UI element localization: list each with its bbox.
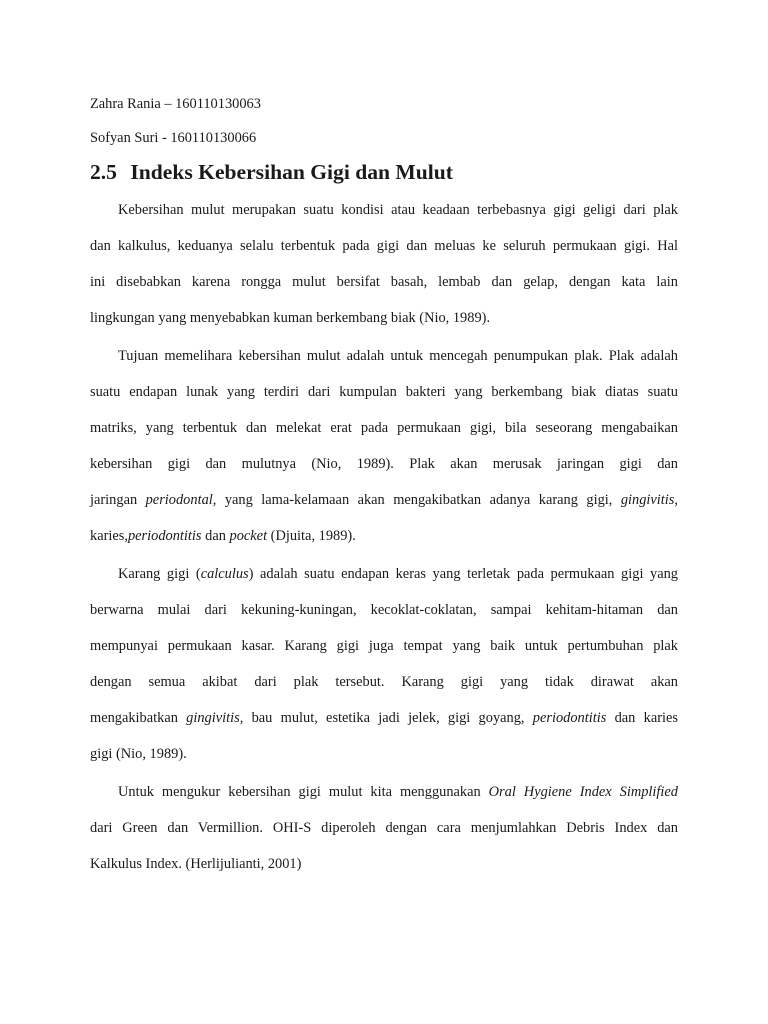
text-line	[90, 446, 678, 482]
text-run: matriks, yang terbentuk dan melekat erat pada permukaan gigi, bila seseorang mengabaikan	[90, 420, 678, 436]
italic-term: periodontitis	[127, 528, 202, 544]
text-run: suatu endapan lunak yang terdiri dari kumpulan bakteri yang berkembang biak diatas suatu	[90, 384, 678, 400]
text-run: lingkungan yang menyebabkan kuman berkembang biak (Nio, 1989).	[90, 310, 491, 326]
italic-term: gingivitis,	[186, 710, 244, 726]
text-run: Kebersihan mulut merupakan suatu kondisi atau keadaan terbebasnya gigi geligi dari plak	[118, 202, 678, 218]
italic-term: calculus	[200, 566, 249, 582]
text-line	[90, 518, 678, 554]
text-run: , yang lama-kelamaan akan mengakibatkan adanya karang gigi,	[212, 492, 621, 508]
text-line	[90, 556, 678, 592]
italic-term: periodontal	[145, 492, 213, 508]
section-heading	[90, 162, 678, 182]
text-line	[90, 300, 678, 336]
text-run: dan	[201, 528, 230, 544]
text-line	[90, 482, 678, 518]
text-line	[90, 846, 678, 882]
text-run: dan kalkulus, keduanya selalu terbentuk pada gigi dan meluas ke seluruh permukaan gigi. Hal	[90, 238, 678, 254]
italic-term: gingivitis	[620, 492, 675, 508]
text-run: dengan semua akibat dari plak tersebut. Karang gigi yang tidak dirawat akan	[90, 674, 678, 690]
section-title: Indeks Kebersihan Gigi dan Mulut	[130, 160, 453, 184]
paragraph	[90, 192, 678, 336]
text-run: Tujuan memelihara kebersihan mulut adalah untuk mencegah penumpukan plak. Plak adalah	[118, 348, 678, 364]
text-line	[90, 410, 678, 446]
text-run: karies,	[90, 528, 128, 544]
text-run: mengakibatkan	[90, 710, 187, 726]
text-line	[90, 736, 678, 772]
text-run: ,	[674, 492, 679, 508]
author-line: Zahra Rania – 160110130063	[90, 96, 261, 112]
italic-term: periodontitis	[532, 710, 607, 726]
text-run: dan karies	[606, 710, 678, 726]
text-run: dari Green dan Vermillion. OHI-S diperoleh dengan cara menjumlahkan Debris Index dan	[90, 820, 678, 836]
text-run: jaringan	[90, 492, 146, 508]
text-line	[90, 338, 678, 374]
text-line	[90, 592, 678, 628]
text-run: berwarna mulai dari kekuning-kuningan, kecoklat-coklatan, sampai kehitam-hitaman dan	[90, 602, 678, 618]
text-run: ini disebabkan karena rongga mulut bersifat basah, lembab dan gelap, dengan kata lain	[90, 274, 678, 290]
paragraph	[90, 338, 678, 554]
text-run: Untuk mengukur kebersihan gigi mulut kita menggunakan	[118, 784, 489, 800]
text-run: gigi (Nio, 1989).	[90, 746, 187, 762]
section-number: 2.5	[90, 160, 117, 184]
text-line	[90, 774, 678, 810]
paragraph	[90, 774, 678, 882]
text-line	[90, 810, 678, 846]
text-run: mempunyai permukaan kasar. Karang gigi juga tempat yang baik untuk pertumbuhan plak	[90, 638, 678, 654]
text-run: ) adalah suatu endapan keras yang terletak pada permukaan gigi yang	[248, 566, 678, 582]
italic-term: Oral Hygiene Index Simplified	[488, 784, 678, 800]
italic-term: pocket	[229, 528, 268, 544]
text-run: Karang gigi (	[118, 566, 201, 582]
body-text	[90, 192, 678, 882]
author-line: Sofyan Suri - 160110130066	[90, 130, 257, 146]
text-run: bau mulut, estetika jadi jelek, gigi goyang,	[243, 710, 533, 726]
text-line	[90, 700, 678, 736]
text-run: Kalkulus Index. (Herlijulianti, 2001)	[90, 856, 302, 872]
text-run: kebersihan gigi dan mulutnya (Nio, 1989). Plak akan merusak jaringan gigi dan	[90, 456, 678, 472]
text-line	[90, 228, 678, 264]
text-run: (Djuita, 1989).	[267, 528, 356, 544]
text-line	[90, 192, 678, 228]
text-line	[90, 628, 678, 664]
text-line	[90, 374, 678, 410]
document-page	[90, 88, 678, 882]
paragraph	[90, 556, 678, 772]
text-line	[90, 264, 678, 300]
text-line	[90, 664, 678, 700]
